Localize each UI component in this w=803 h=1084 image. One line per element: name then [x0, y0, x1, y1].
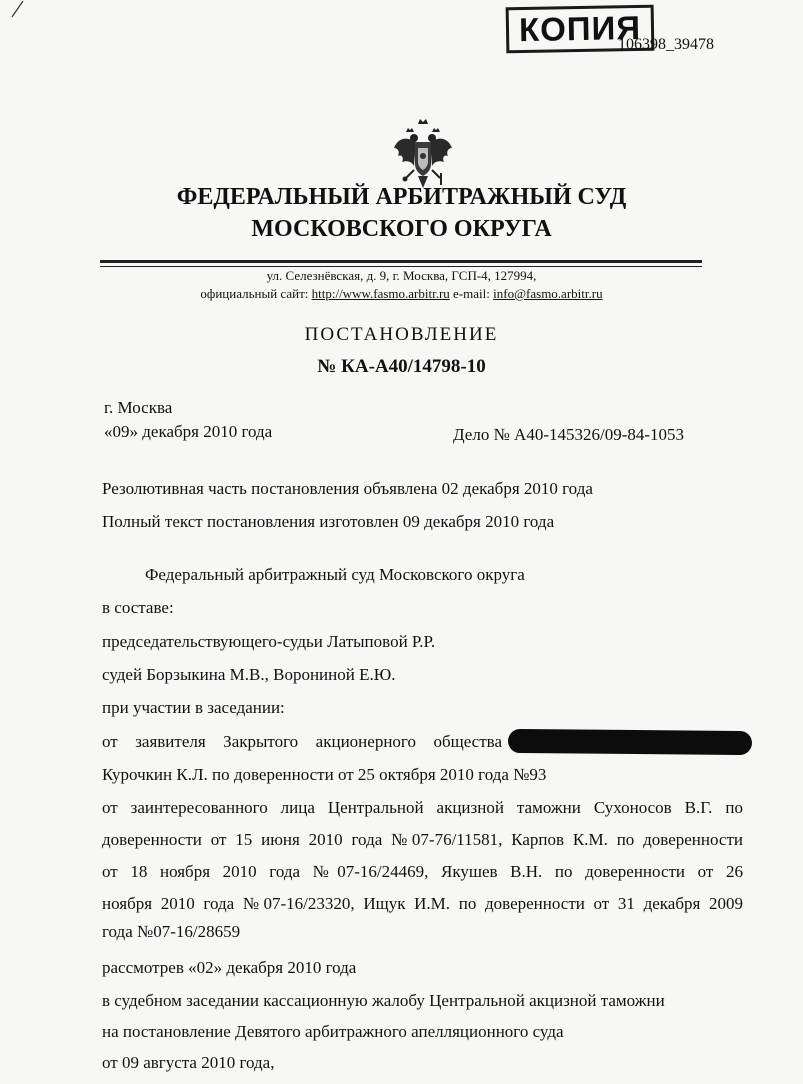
body-line: Курочкин К.Л. по доверенности от 25 октября 2010 года №93	[102, 765, 547, 784]
body-line: на постановление Девятого арбитражного апелляционного суда	[102, 1022, 564, 1041]
city: г. Москва	[104, 398, 173, 417]
document-title: ПОСТАНОВЛЕНИЕ	[304, 324, 499, 345]
body-line: председательствующего-судьи Латыповой Р.Р.	[102, 632, 436, 651]
header-divider-thick	[100, 260, 702, 263]
document-number: № КА-А40/14798-10	[317, 356, 486, 377]
court-name-line-1: ФЕДЕРАЛЬНЫЙ АРБИТРАЖНЫЙ СУД	[176, 184, 627, 210]
body-line: ноября 2010 года №07-16/23320, Ищук И.М. по доверенности от 31 декабря 2009	[102, 894, 743, 913]
case-number: Дело № А40-145326/09-84-1053	[453, 425, 685, 444]
body-line: от заявителя Закрытого акционерного общества	[102, 732, 502, 751]
body-line: рассмотрев «02» декабря 2010 года	[102, 958, 357, 977]
court-name-line-2: МОСКОВСКОГО ОКРУГА	[251, 216, 552, 242]
redaction-mark	[508, 729, 752, 755]
court-contacts	[0, 286, 803, 302]
site-link[interactable]: http://www.fasmo.arbitr.ru	[311, 286, 450, 301]
body-line: при участии в заседании:	[102, 698, 285, 717]
body-line: судей Борзыкина М.В., Ворониной Е.Ю.	[102, 665, 396, 684]
court-address: ул. Селезнёвская, д. 9, г. Москва, ГСП-4, 127994,	[266, 268, 537, 283]
email-label: e-mail:	[453, 286, 490, 301]
body-line: Федеральный арбитражный суд Московского округа	[145, 565, 525, 584]
body-line: в судебном заседании кассационную жалобу Центральной акцизной таможни	[102, 991, 665, 1010]
resolution-announced: Резолютивная часть постановления объявлена 02 декабря 2010 года	[102, 479, 593, 498]
body-line: года №07-16/28659	[102, 922, 241, 941]
body-line: от 09 августа 2010 года,	[102, 1053, 275, 1072]
scan-mark	[10, 0, 26, 18]
body-line: доверенности от 15 июня 2010 года №07-76/11581, Карпов К.М. по доверенности	[102, 830, 743, 849]
header-divider-thin	[100, 266, 702, 267]
coat-of-arms-icon	[392, 118, 454, 192]
full-text-prepared: Полный текст постановления изготовлен 09 декабря 2010 года	[102, 512, 555, 531]
document-date: «09» декабря 2010 года	[104, 422, 273, 441]
body-line: в составе:	[102, 598, 174, 617]
body-line: от 18 ноября 2010 года №07-16/24469, Якушев В.Н. по доверенности от 26	[102, 862, 743, 881]
email-link[interactable]: info@fasmo.arbitr.ru	[493, 286, 603, 301]
copy-stamp: КОПИЯ	[506, 5, 655, 54]
document-id: 106398_39478	[618, 36, 714, 53]
site-label: официальный сайт:	[200, 286, 309, 301]
body-line: от заинтересованного лица Центральной акцизной таможни Сухоносов В.Г. по	[102, 798, 743, 817]
